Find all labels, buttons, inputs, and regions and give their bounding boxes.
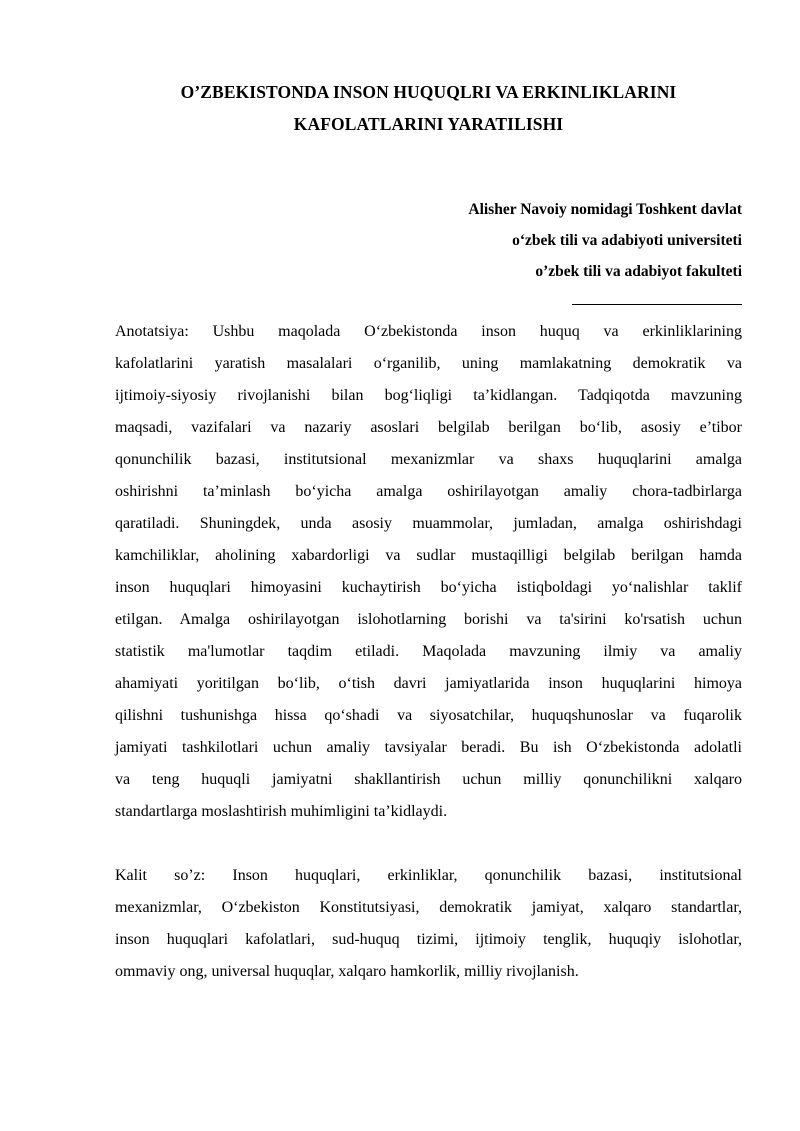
keywords-line: inson huquqlari kafolatlari, sud-huquq tizimi, ijtimoiy tenglik, huquqiy islohotlar, bbox=[115, 931, 742, 948]
affiliation-line: o‘zbek tili va adabiyoti universiteti bbox=[512, 232, 742, 249]
title-line: KAFOLATLARINI YARATILISHI bbox=[293, 114, 564, 134]
abstract-line: Anotatsiya: Ushbu maqolada O‘zbekistonda inson huquq va erkinliklarining bbox=[115, 323, 742, 340]
keywords-line: mexanizmlar, O‘zbekiston Konstitutsiyasi, demokratik jamiyat, xalqaro standartlar, bbox=[115, 899, 742, 916]
abstract-line: maqsadi, vazifalari va nazariy asoslari belgilab berilgan bo‘lib, asosiy e’tibor bbox=[115, 419, 742, 436]
abstract-line: kamchiliklar, aholining xabardorligi va sudlar mustaqilligi belgilab berilgan hamda bbox=[115, 547, 742, 564]
article-title bbox=[115, 76, 742, 140]
abstract-line: ahamiyati yoritilgan bo‘lib, o‘tish davri jamiyatlarida inson huquqlarini himoya bbox=[115, 675, 742, 692]
author-name-rule bbox=[572, 304, 742, 305]
abstract-line: qonunchilik bazasi, institutsional mexanizmlar va shaxs huquqlarini amalga bbox=[115, 451, 742, 468]
abstract-line: qilishni tushunishga hissa qo‘shadi va siyosatchilar, huquqshunoslar va fuqarolik bbox=[115, 707, 742, 724]
affiliation-line: Alisher Navoiy nomidagi Toshkent davlat bbox=[468, 201, 742, 218]
abstract-line: ijtimoiy-siyosiy rivojlanishi bilan bog‘liqligi ta’kidlangan. Tadqiqotda mavzuning bbox=[115, 387, 742, 404]
abstract-line: kafolatlarini yaratish masalalari o‘rganilib, uning mamlakatning demokratik va bbox=[115, 355, 742, 372]
title-line: O’ZBEKISTONDA INSON HUQUQLRI VA ERKINLIKLARINI bbox=[180, 82, 677, 102]
keywords-paragraph bbox=[115, 860, 742, 988]
abstract-line: va teng huquqli jamiyatni shakllantirish uchun milliy qonunchilikni xalqaro bbox=[115, 771, 742, 788]
abstract-line: oshirishni ta’minlash bo‘yicha amalga oshirilayotgan amaliy chora-tadbirlarga bbox=[115, 483, 742, 500]
abstract-line: statistik ma'lumotlar taqdim etiladi. Maqolada mavzuning ilmiy va amaliy bbox=[115, 643, 742, 660]
abstract-paragraph bbox=[115, 316, 742, 828]
author-affiliation bbox=[115, 194, 742, 287]
keywords-line: ommaviy ong, universal huquqlar, xalqaro hamkorlik, milliy rivojlanish. bbox=[115, 963, 579, 980]
abstract-line: standartlarga moslashtirish muhimligini ta’kidlaydi. bbox=[115, 803, 448, 820]
abstract-line: qaratiladi. Shuningdek, unda asosiy muammolar, jumladan, amalga oshirishdagi bbox=[115, 515, 742, 532]
keywords-line: Kalit so’z: Inson huquqlari, erkinliklar, qonunchilik bazasi, institutsional bbox=[115, 867, 742, 884]
affiliation-line: o’zbek tili va adabiyot fakulteti bbox=[535, 263, 742, 280]
abstract-line: inson huquqlari himoyasini kuchaytirish bo‘yicha istiqboldagi yo‘nalishlar taklif bbox=[115, 579, 742, 596]
document-page bbox=[115, 0, 742, 988]
abstract-line: jamiyati tashkilotlari uchun amaliy tavsiyalar beradi. Bu ish O‘zbekistonda adolatli bbox=[115, 739, 742, 756]
abstract-line: etilgan. Amalga oshirilayotgan islohotlarning borishi va ta'sirini ko'rsatish uchun bbox=[115, 611, 742, 628]
